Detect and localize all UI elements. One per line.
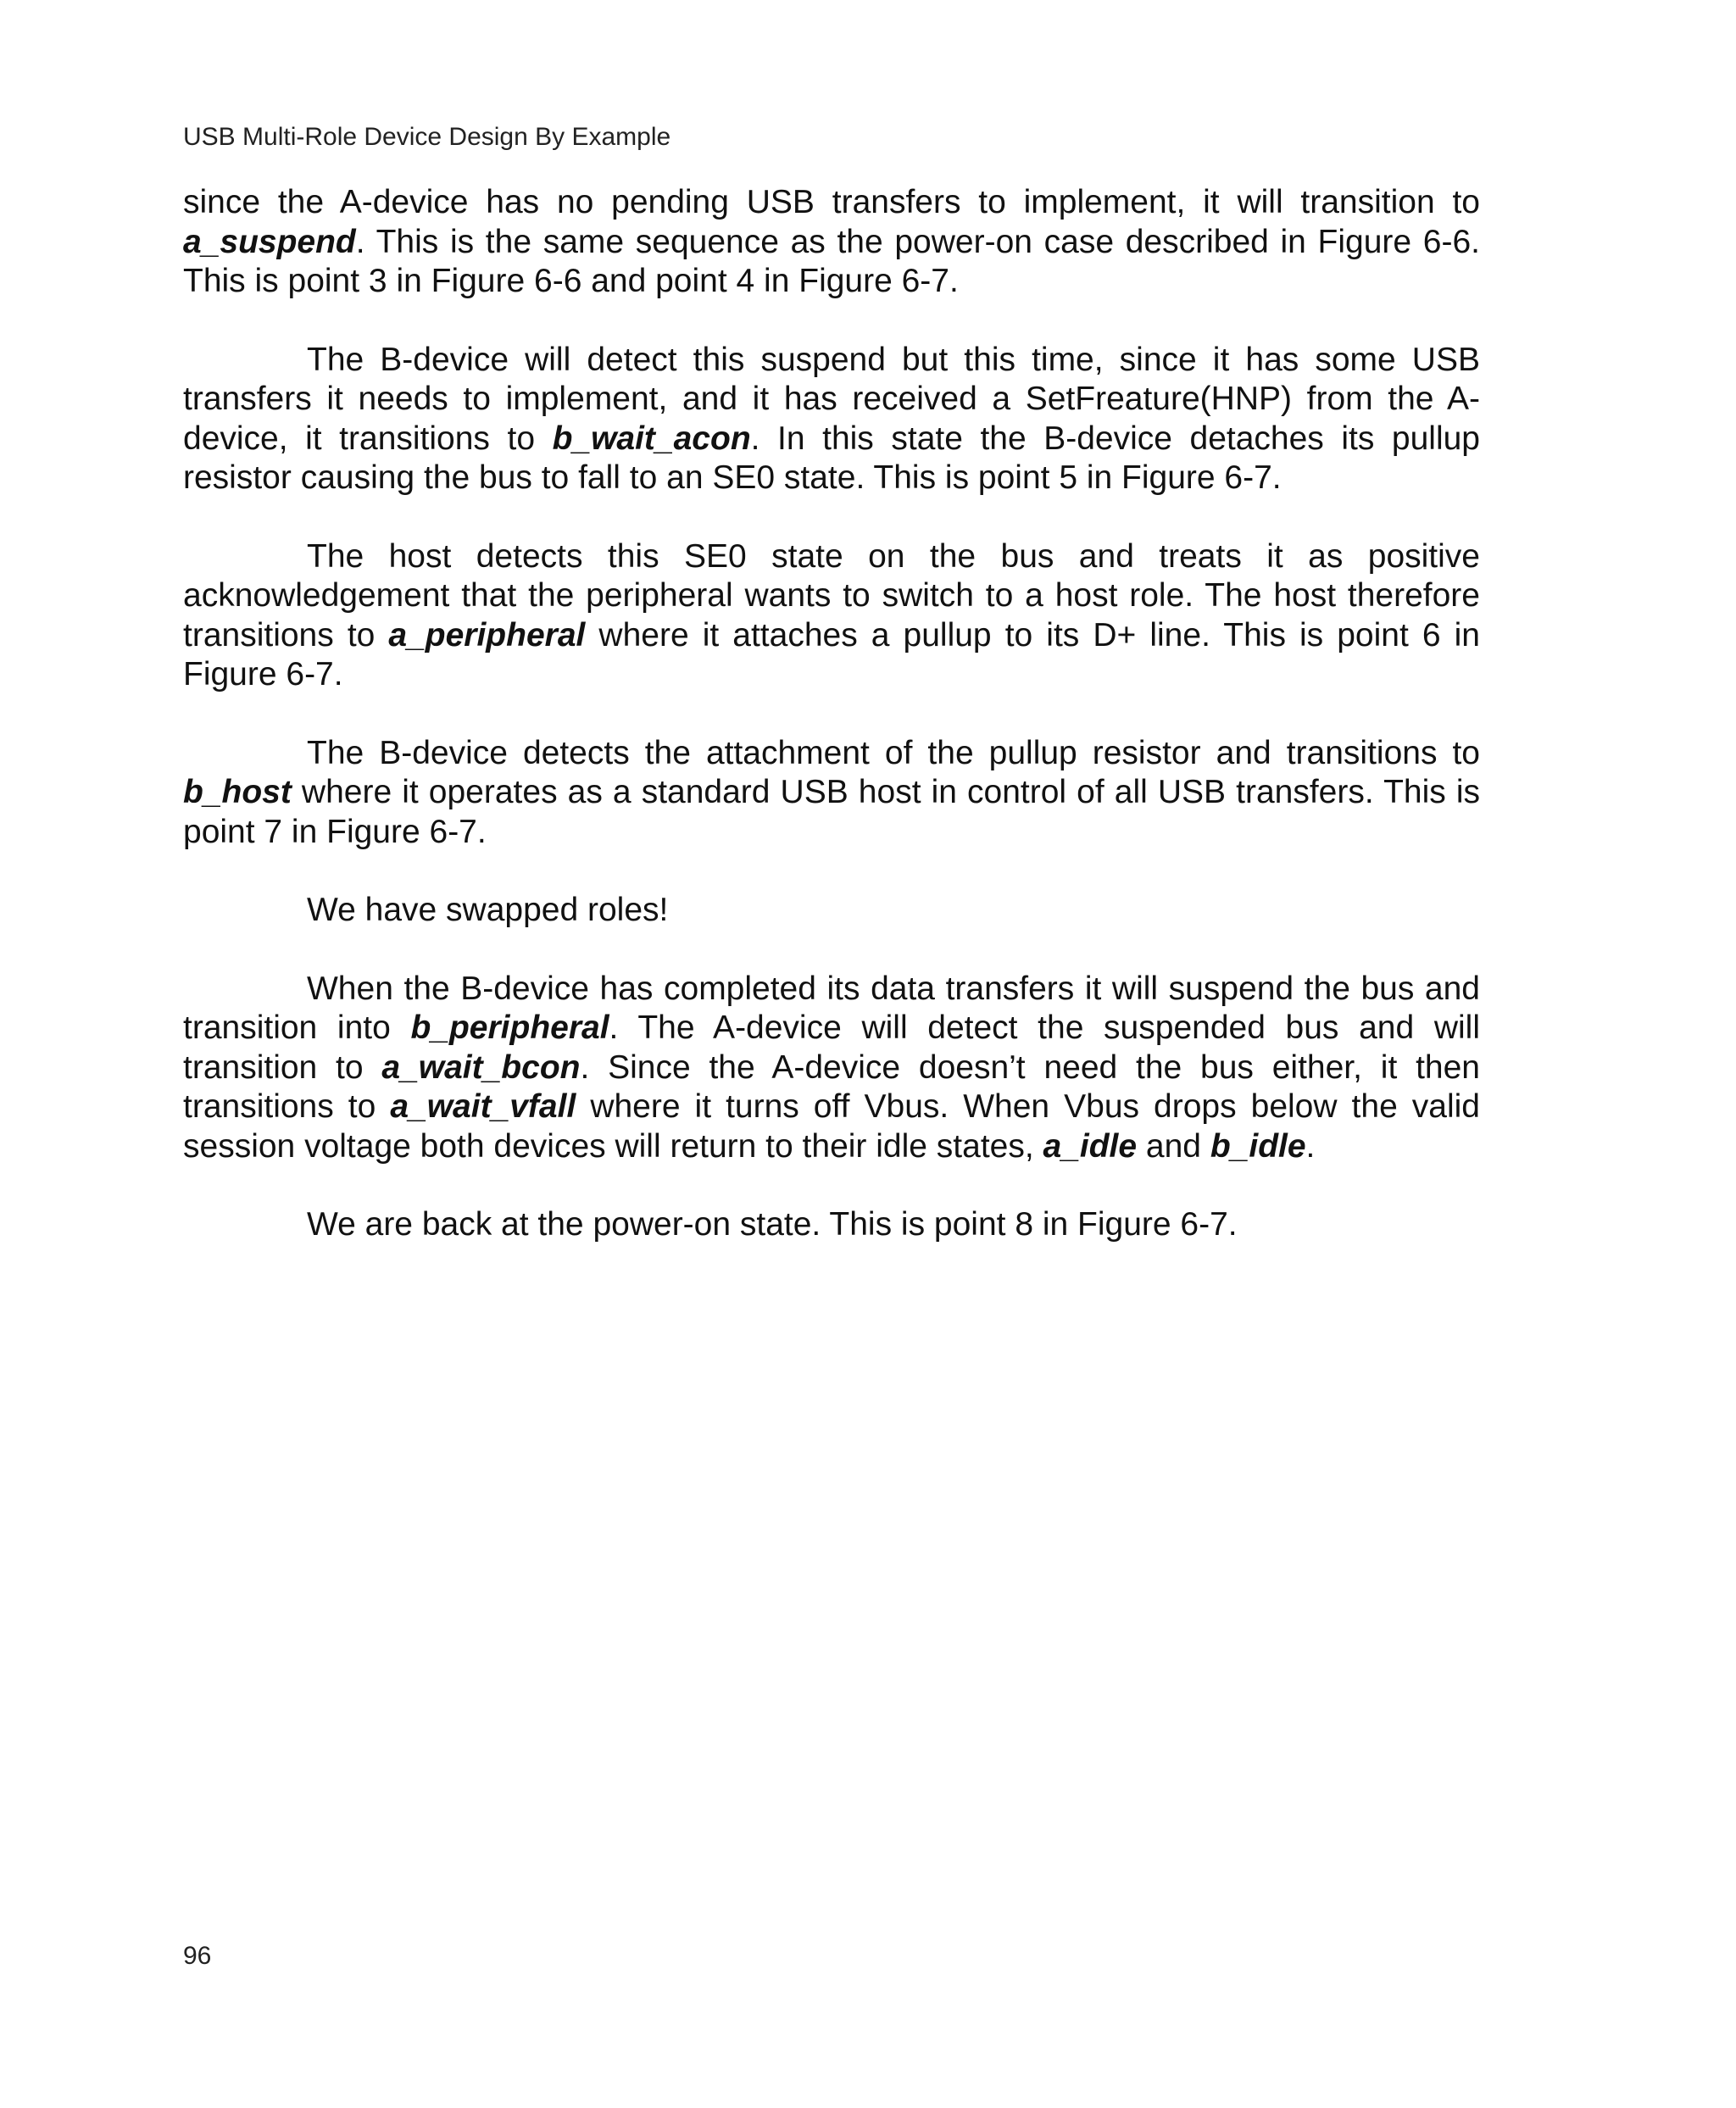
paragraph-text: where it attaches a pullup to its D+ line. This is point 6 in Figure 6-7. [183,616,1480,692]
paragraph [183,970,1480,1167]
state-term: a_wait_bcon [381,1048,581,1086]
paragraph-text: . The A-device will detect the suspended bus and will transition to [183,1010,1480,1086]
paragraph [183,891,1480,931]
paragraph [183,537,1480,695]
paragraph [183,734,1480,853]
state-term: a_wait_vfall [390,1088,576,1125]
paragraph-text: When the B-device has completed its data transfers it will suspend the bus and transition into [183,970,1480,1046]
paragraph-text: and [1137,1127,1210,1165]
state-term: b_idle [1210,1127,1306,1165]
paragraph [183,1205,1480,1245]
running-header: USB Multi-Role Device Design By Example [183,123,671,151]
paragraph-text: We are back at the power-on state. This is point 8 in Figure 6-7. [307,1206,1238,1243]
paragraph-text: . Since the A-device doesn’t need the bus either, it then transitions to [183,1048,1480,1125]
paragraph-text: since the A-device has no pending USB transfers to implement, it will transition to [183,184,1480,220]
state-term: a_suspend [183,223,356,260]
paragraph-text: The B-device will detect this suspend but this time, since it has some USB transfers it needs to implement, and it has received a SetFreature(HNP) from the A-device, it transitions to [183,341,1480,457]
paragraph-text: . This is the same sequence as the power-on case described in Figure 6-6. This is point 3 in Figure 6-6 and point 4 in Figure 6-7. [183,223,1480,299]
paragraph [183,183,1480,302]
page-number: 96 [183,1942,212,1970]
paragraph-text: where it turns off Vbus. When Vbus drops below the valid session voltage both devices will return to their idle states, [183,1088,1480,1165]
state-term: b_wait_acon [552,420,751,457]
paragraph-text: The host detects this SE0 state on the bus and treats it as positive acknowledgement that the peripheral wants to switch to a host role. The host therefore transitions to [183,537,1480,654]
paragraph [183,341,1480,498]
state-term: a_peripheral [388,616,586,654]
state-term: b_host [183,774,292,810]
state-term: a_idle [1043,1127,1138,1165]
paragraph-text: . [1305,1127,1316,1165]
paragraph-text: . In this state the B-device detaches its pullup resistor causing the bus to fall to an SE0 state. This is point 5 in Figure 6-7. [183,420,1480,496]
body-text [183,183,1480,1284]
state-term: b_peripheral [410,1010,609,1046]
paragraph-text: where it operates as a standard USB host in control of all USB transfers. This is point 7 in Figure 6-7. [183,774,1480,850]
paragraph-text: We have swapped roles! [307,892,669,928]
paragraph-text: The B-device detects the attachment of the pullup resistor and transitions to [307,734,1480,771]
